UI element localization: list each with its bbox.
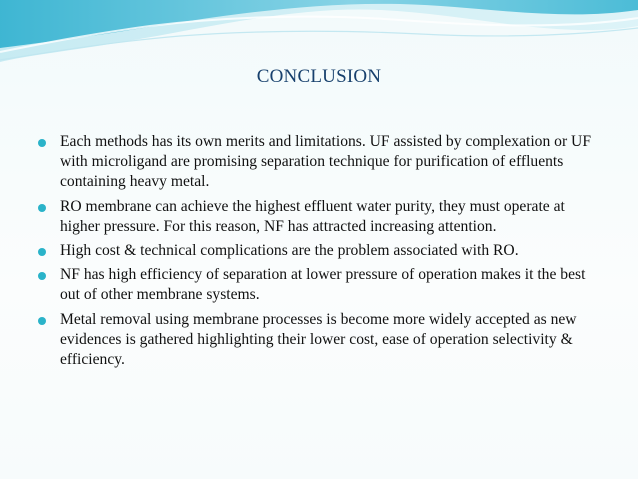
list-item: [38, 132, 608, 193]
bullet-text: Metal removal using membrane processes is become more widely accepted as new evidences is gathered highlighting their lower cost, ease of operation selectivity & efficiency.: [60, 310, 577, 369]
bullet-text: NF has high efficiency of separation at lower pressure of operation makes it the best out of other membrane systems.: [60, 266, 586, 304]
bullet-text: High cost & technical complications are the problem associated with RO.: [60, 242, 519, 260]
slide-title: CONCLUSION: [256, 66, 382, 87]
bullet-icon: [38, 272, 46, 280]
bullet-icon: [38, 317, 46, 325]
bullet-icon: [38, 248, 46, 256]
bullet-text: RO membrane can achieve the highest effluent water purity, they must operate at higher pressure. For this reason, NF has attracted increasing attention.: [60, 197, 565, 235]
bullet-list: [38, 132, 608, 374]
list-item: [38, 197, 608, 237]
bullet-icon: [38, 204, 46, 212]
list-item: [38, 310, 608, 371]
bullet-text: Each methods has its own merits and limitations. UF assisted by complexation or UF with microligand are promising separation technique for purification of effluents containing heavy metal.: [60, 133, 591, 191]
list-item: [38, 265, 608, 305]
list-item: [38, 241, 608, 261]
bullet-icon: [38, 139, 46, 147]
